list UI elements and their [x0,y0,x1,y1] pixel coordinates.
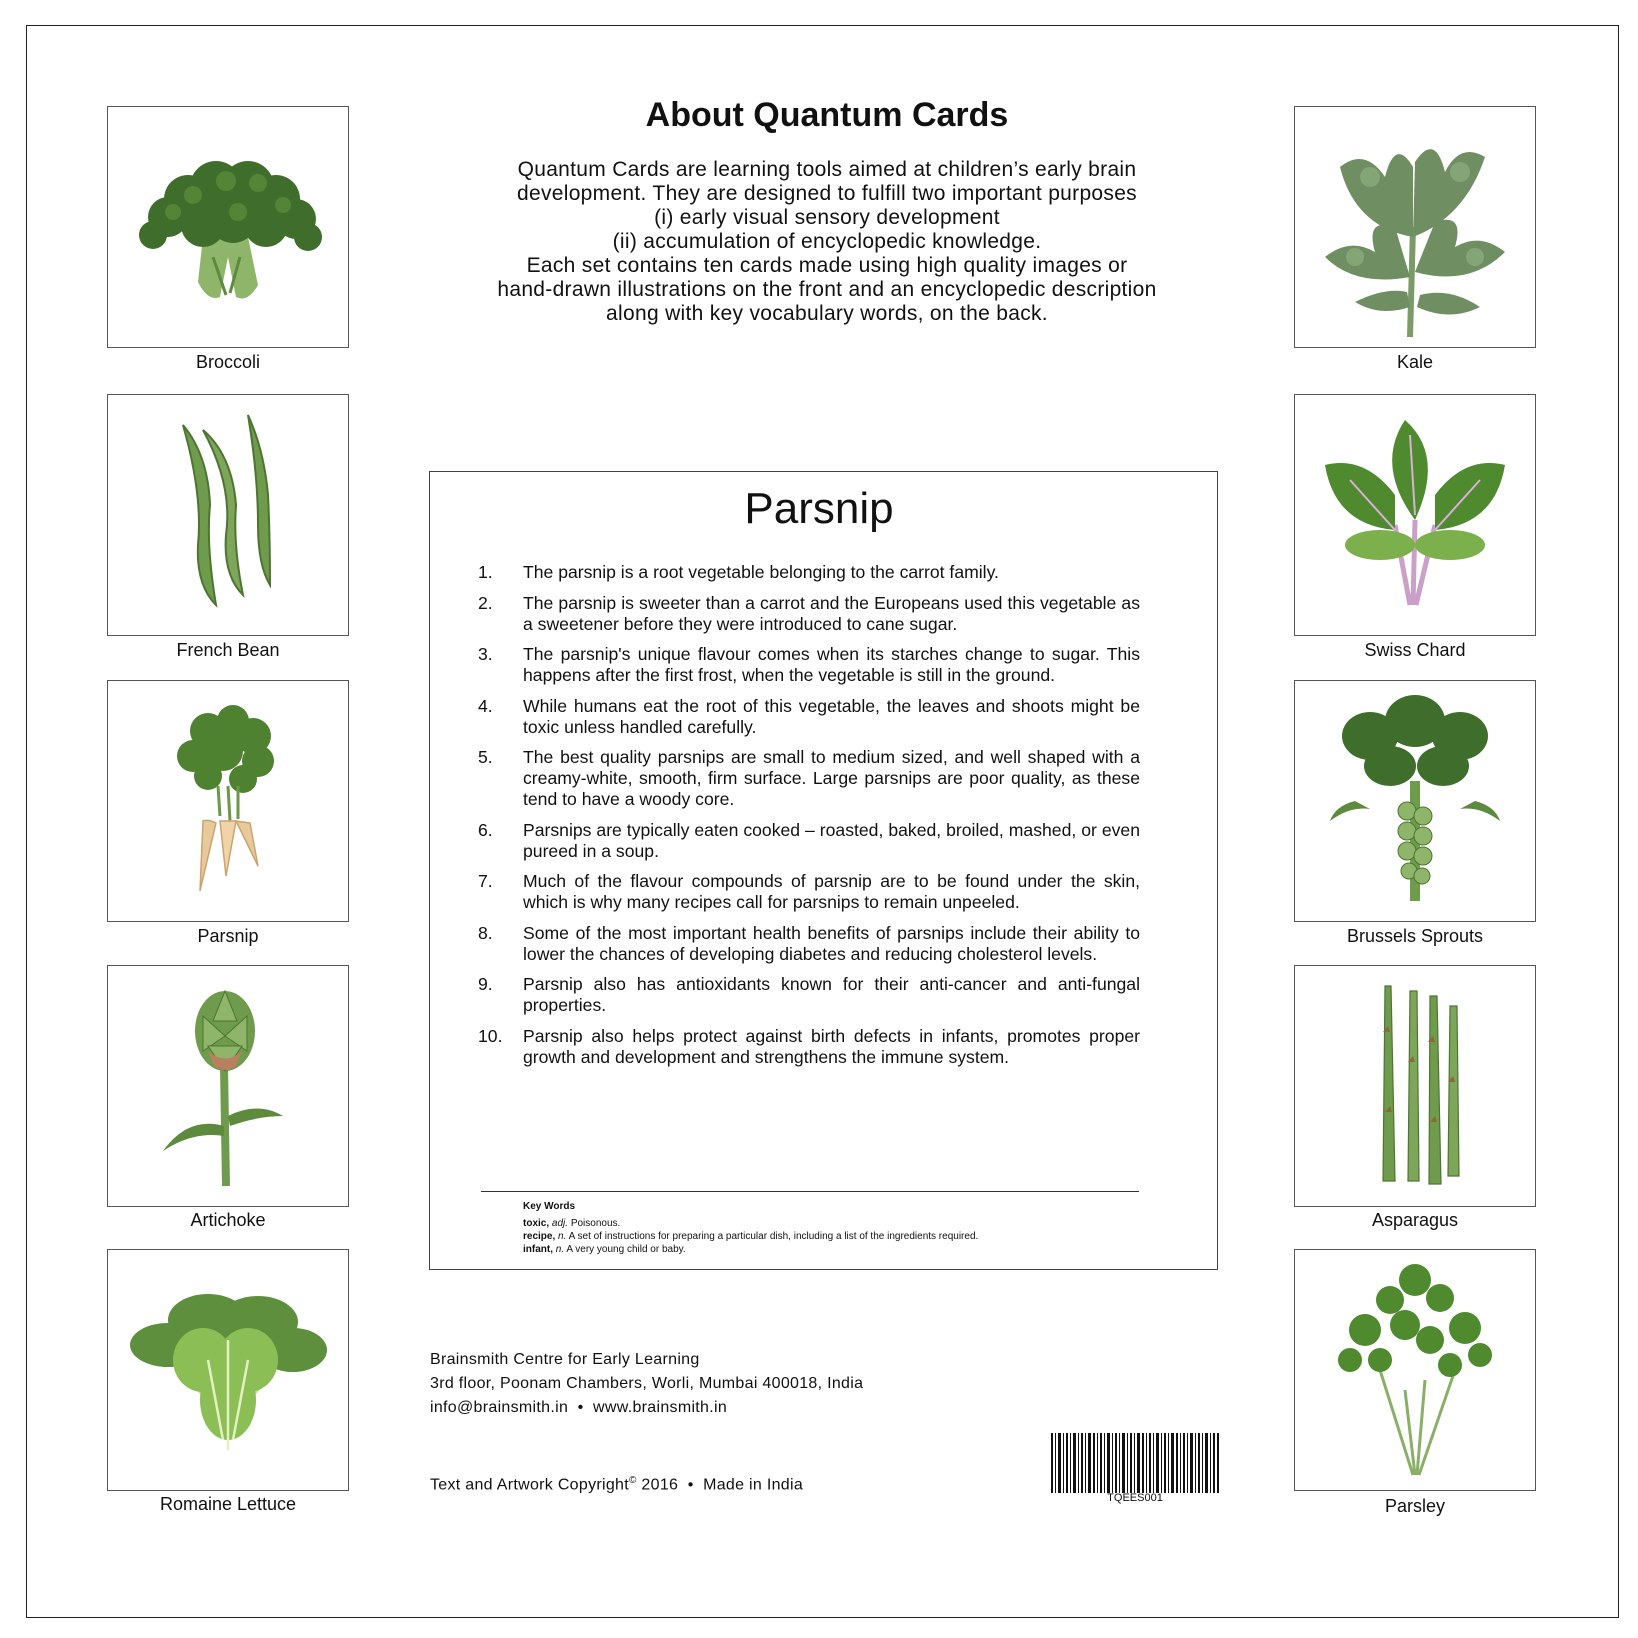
publisher-address: 3rd floor, Poonam Chambers, Worli, Mumbai 400018, India [430,1375,864,1392]
thumb-label-artichoke: Artichoke [190,1210,266,1230]
fact-number: 10. [478,1025,503,1046]
about-line: Each set contains ten cards made using high quality images or [526,254,1128,277]
kale-illustration [1295,107,1535,347]
romaine-lettuce-illustration [108,1250,348,1490]
thumb-label-french-bean: French Bean [176,640,280,660]
thumb-parsnip [107,680,349,922]
fact-text: While humans eat the root of this vegetable, the leaves and shoots might be toxic unless handled carefully. [523,695,1140,737]
thumb-parsley [1294,1249,1536,1491]
fact-number: 3. [478,644,493,664]
key-words [523,1200,978,1256]
fact-item [478,562,1140,583]
key-word-entry [523,1217,978,1230]
about-description [430,158,1224,326]
about-line: (i) early visual sensory development [654,206,1000,229]
key-word-definition: A set of instructions for preparing a particular dish, including a list of the ingredients required. [568,1231,979,1242]
fact-item [478,871,1140,913]
fact-number: 6. [478,819,493,840]
thumb-kale [1294,106,1536,348]
key-word-pos: adj. [551,1218,569,1229]
fact-number: 7. [478,871,493,891]
publisher-name: Brainsmith Centre for Early Learning [430,1351,700,1368]
fact-number: 8. [478,922,493,943]
card-title: Parsnip [744,484,894,533]
thumb-broccoli [107,106,349,348]
barcode [1051,1433,1219,1493]
copyright-prefix: Text and Artwork Copyright [430,1476,629,1494]
fact-text: Parsnips are typically eaten cooked – roasted, baked, broiled, mashed, or even pureed in a soup. [523,819,1140,861]
parsley-illustration [1295,1250,1535,1490]
fact-text: Much of the flavour compounds of parsnip are to be found under the skin, which is why many recipes call for parsnips to remain unpeeled. [523,871,1140,912]
barcode-code: TQEES001 [1107,1492,1163,1504]
thumb-label-asparagus: Asparagus [1371,1210,1459,1230]
fact-item [478,696,1140,738]
thumb-label-romaine-lettuce: Romaine Lettuce [159,1494,297,1514]
key-word: toxic, [523,1218,550,1229]
fact-number: 4. [478,695,493,716]
fact-item [478,974,1140,1016]
copyright-mark: © [629,1475,637,1486]
artichoke-illustration [108,966,348,1206]
key-word: infant, [523,1244,553,1255]
fact-text: Some of the most important health benefits of parsnips include their ability to lower the chances of developing diabetes and reducing cholesterol levels. [523,922,1140,964]
thumb-label-swiss-chard: Swiss Chard [1364,640,1466,660]
key-word-pos: n. [555,1244,565,1255]
about-line: Quantum Cards are learning tools aimed at children’s early brain [517,158,1137,181]
fact-item [478,644,1140,686]
parsnip-illustration [108,681,348,921]
fact-text: Parsnip also has antioxidants known for their anti-cancer and anti-fungal properties. [523,974,1140,1015]
fact-text: The parsnip is a root vegetable belonging to the carrot family. [523,562,999,582]
fact-item [478,820,1140,862]
fact-item [478,1026,1140,1068]
broccoli-illustration [108,107,348,347]
copyright-suffix: 2016 • Made in India [636,1476,804,1494]
key-words-heading: Key Words [523,1201,576,1212]
fact-number: 9. [478,974,493,994]
about-line: development. They are designed to fulfill two important purposes [517,182,1137,205]
copyright-line [430,1475,803,1494]
fact-item [478,593,1140,635]
thumb-brussels-sprouts [1294,680,1536,922]
fact-text: The parsnip is sweeter than a carrot and the Europeans used this vegetable as a sweetener before they were introduced to cane sugar. [523,592,1140,634]
fact-item [478,923,1140,965]
brussels-sprouts-illustration [1295,681,1535,921]
thumb-label-parsley: Parsley [1384,1496,1446,1516]
thumb-artichoke [107,965,349,1207]
thumb-label-parsnip: Parsnip [197,926,259,946]
about-line: (ii) accumulation of encyclopedic knowledge. [612,230,1042,253]
about-line: hand-drawn illustrations on the front and an encyclopedic description [497,278,1157,301]
key-word: recipe, [523,1231,556,1242]
about-line: along with key vocabulary words, on the back. [606,302,1048,325]
key-word-entry [523,1230,978,1243]
thumb-romaine-lettuce [107,1249,349,1491]
fact-item [478,747,1140,810]
thumb-asparagus [1294,965,1536,1207]
fact-number: 1. [478,562,493,582]
key-word-definition: A very young child or baby. [566,1244,686,1255]
fact-text: Parsnip also helps protect against birth defects in infants, promotes proper growth and development and strengthens the immune system. [523,1025,1140,1067]
fact-number: 2. [478,592,493,613]
fact-list [478,562,1140,1077]
thumb-label-brussels-sprouts: Brussels Sprouts [1346,926,1484,946]
key-word-entry [523,1243,978,1256]
key-word-definition: Poisonous. [570,1218,621,1229]
fact-text: The parsnip's unique flavour comes when its starches change to sugar. This happens after the first frost, when the vegetable is still in the ground. [523,644,1140,685]
publisher-info [430,1348,863,1420]
fact-number: 5. [478,747,493,767]
key-words-divider [481,1191,1139,1192]
thumb-label-broccoli: Broccoli [195,352,261,372]
key-word-pos: n. [558,1231,567,1242]
asparagus-illustration [1295,966,1535,1206]
fact-text: The best quality parsnips are small to medium sized, and well shaped with a creamy-white, smooth, firm surface. Large parsnips are poor quality, as these tend to have a woody core. [523,747,1140,809]
about-title: About Quantum Cards [645,96,1009,134]
thumb-label-kale: Kale [1396,352,1434,372]
publisher-contact: info@brainsmith.in • www.brainsmith.in [430,1399,728,1416]
